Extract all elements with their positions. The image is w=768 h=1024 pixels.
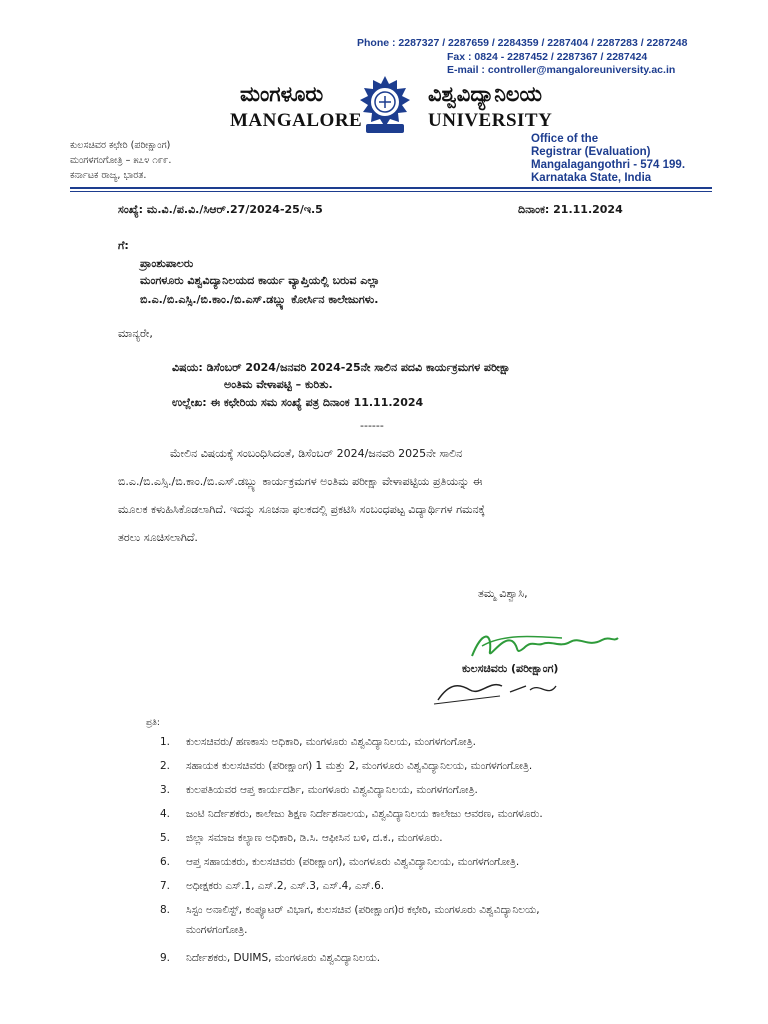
phone-line: Phone : 2287327 / 2287659 / 2284359 / 2287404 / 2287283 / 2287248 <box>357 37 688 49</box>
copy-item-number: 3. <box>160 784 171 796</box>
address-kannada-line: ಮಂಗಳಗಂಗೋತ್ರಿ – ೫೭೪ ೧೯೯. <box>70 155 172 166</box>
copy-item-text: ಜಿಲ್ಲಾ ಸಮಾಜ ಕಲ್ಯಾಣ ಅಧಿಕಾರಿ, ಡಿ.ಸಿ. ಆಫೀಸಿನ ಬಳಿ, ದ.ಕ., ಮಂಗಳೂರು. <box>186 832 443 844</box>
copy-item-number: 6. <box>160 856 171 868</box>
copy-item-text: ನಿರ್ದೇಶಕರು, DUIMS, ಮಂಗಳೂರು ವಿಶ್ವವಿದ್ಯಾನಿಲಯ. <box>186 952 381 964</box>
copy-item-text-continued: ಮಂಗಳಗಂಗೋತ್ರಿ. <box>186 924 248 936</box>
subject-divider: ------ <box>360 419 384 432</box>
copy-item-number: 1. <box>160 736 171 748</box>
address-english-line: Registrar (Evaluation) <box>531 146 651 158</box>
copy-item-text: ಅಧೀಕ್ಷಕರು ಎಸ್.1, ಎಸ್.2, ಎಸ್.3, ಎಸ್.4, ಎಸ್.6. <box>186 880 385 892</box>
body-line: ಮೂಲಕ ಕಳುಹಿಸಿಕೊಡಲಾಗಿದೆ. ಇದನ್ನು ಸೂಚನಾ ಫಲಕದಲ್ಲಿ ಪ್ರಕಟಿಸಿ ಸಂಬಂಧಪಟ್ಟ ವಿದ್ಯಾರ್ಥಿಗಳ ಗಮನಕ್ಕೆ <box>118 503 486 516</box>
university-name-kannada-left: ಮಂಗಳೂರು <box>240 82 324 106</box>
copy-item-text: ಕುಲಪತಿಯವರ ಆಪ್ತ ಕಾರ್ಯದರ್ಶಿ, ಮಂಗಳೂರು ವಿಶ್ವವಿದ್ಯಾನಿಲಯ, ಮಂಗಳಗಂಗೋತ್ರಿ. <box>186 784 478 796</box>
email-line[interactable]: E-mail : controller@mangaloreuniversity.ac.in <box>447 64 676 76</box>
university-name-english-left: MANGALORE <box>230 110 363 131</box>
body-line: ಬಿ.ಎ./ಬಿ.ಎಸ್ಸಿ./ಬಿ.ಕಾಂ./ಬಿ.ಎಸ್.ಡಬ್ಲ್ಯು ಕಾರ್ಯಕ್ರಮಗಳ ಅಂತಿಮ ಪರೀಕ್ಷಾ ವೇಳಾಪಟ್ಟಿಯ ಪ್ರತಿಯನ್ನು ಈ <box>118 475 483 488</box>
address-kannada-line: ಕುಲಸಚಿವರ ಕಛೇರಿ (ಪರೀಕ್ಷಾಂಗ) <box>70 140 171 151</box>
copy-item-text: ಸಹಾಯಕ ಕುಲಸಚಿವರು (ಪರೀಕ್ಷಾಂಗ) 1 ಮತ್ತು 2, ಮಂಗಳೂರು ವಿಶ್ವವಿದ್ಯಾನಿಲಯ, ಮಂಗಳಗಂಗೋತ್ರಿ. <box>186 760 533 772</box>
reference-number: ಸಂಖ್ಯೆ: ಮ.ವಿ./ಪ.ವಿ./ಸಿಆರ್.27/2024-25/ಇ.5 <box>118 203 323 216</box>
fax-line: Fax : 0824 - 2287452 / 2287367 / 2287424 <box>447 51 648 63</box>
copy-item-number: 2. <box>160 760 171 772</box>
letter-date: ದಿನಾಂಕ: 21.11.2024 <box>518 203 623 216</box>
copy-item-text: ಕುಲಸಚಿವರು/ ಹಣಕಾಸು ಅಧಿಕಾರಿ, ಮಂಗಳೂರು ವಿಶ್ವವಿದ್ಯಾನಿಲಯ, ಮಂಗಳಗಂಗೋತ್ರಿ. <box>186 736 476 748</box>
copy-item-number: 8. <box>160 904 171 916</box>
copy-label: ಪ್ರತಿ: <box>146 718 160 728</box>
address-kannada-line: ಕರ್ನಾಟಕ ರಾಜ್ಯ, ಭಾರತ. <box>70 170 147 181</box>
body-line: ಮೇಲಿನ ವಿಷಯಕ್ಕೆ ಸಂಬಂಧಿಸಿದಂತೆ, ಡಿಸೆಂಬರ್ 2024/ಜನವರಿ 2025ನೇ ಸಾಲಿನ <box>170 447 463 460</box>
subject-line: ವಿಷಯ: ಡಿಸೆಂಬರ್ 2024/ಜನವರಿ 2024-25ನೇ ಸಾಲಿನ ಪದವಿ ಕಾರ್ಯಕ್ರಮಗಳ ಪರೀಕ್ಷಾ <box>172 361 511 374</box>
university-name-english-right: UNIVERSITY <box>428 110 553 131</box>
signatory-title: ಕುಲಸಚಿವರು (ಪರೀಕ್ಷಾಂಗ) <box>462 662 559 675</box>
address-english-line: Office of the <box>531 133 599 145</box>
copy-item-number: 4. <box>160 808 171 820</box>
university-name-kannada-right: ವಿಶ್ವವಿದ್ಯಾನಿಲಯ <box>428 82 543 106</box>
recipient-line: ಪ್ರಾಂಶುಪಾಲರು <box>140 257 194 270</box>
to-label: ಗೆ: <box>118 239 129 252</box>
copy-item-text: ಆಪ್ತ ಸಹಾಯಕರು, ಕುಲಸಚಿವರು (ಪರೀಕ್ಷಾಂಗ), ಮಂಗಳೂರು ವಿಶ್ವವಿದ್ಯಾನಿಲಯ, ಮಂಗಳಗಂಗೋತ್ರಿ. <box>186 856 520 868</box>
recipient-line: ಬಿ.ಎ./ಬಿ.ಎಸ್ಸಿ./ಬಿ.ಕಾಂ./ಬಿ.ಎಸ್.ಡಬ್ಲ್ಯು ಕೋರ್ಸಿನ ಕಾಲೇಜುಗಳು. <box>140 293 379 306</box>
copy-item-number: 5. <box>160 832 171 844</box>
subject-reference: ಉಲ್ಲೇಖ: ಈ ಕಛೇರಿಯ ಸಮ ಸಂಖ್ಯೆ ಪತ್ರ ದಿನಾಂಕ 11.11.2024 <box>172 396 424 409</box>
salutation: ಮಾನ್ಯರೇ, <box>118 327 153 340</box>
subject-line-2: ಅಂತಿಮ ವೇಳಾಪಟ್ಟಿ – ಕುರಿತು. <box>224 378 333 391</box>
recipient-line: ಮಂಗಳೂರು ವಿಶ್ವವಿದ್ಯಾನಿಲಯದ ಕಾರ್ಯ ವ್ಯಾಪ್ತಿಯಲ್ಲಿ ಬರುವ ಎಲ್ಲಾ <box>140 274 380 287</box>
body-line: ತರಲು ಸೂಚಿಸಲಾಗಿದೆ. <box>118 531 198 544</box>
copy-item-number: 9. <box>160 952 171 964</box>
closing: ತಮ್ಮ ವಿಶ್ವಾಸಿ, <box>478 587 528 600</box>
copy-item-text: ಜಂಟಿ ನಿರ್ದೇಶಕರು, ಕಾಲೇಜು ಶಿಕ್ಷಣ ನಿರ್ದೇಶನಾಲಯ, ವಿಶ್ವವಿದ್ಯಾನಿಲಯ ಕಾಲೇಜು ಆವರಣ, ಮಂಗಳೂರು. <box>186 808 543 820</box>
copy-item-number: 7. <box>160 880 171 892</box>
address-english-line: Karnataka State, India <box>531 172 652 184</box>
address-english-line: Mangalagangothri - 574 199. <box>531 159 686 171</box>
copy-item-text: ಸಿಸ್ಟಂ ಅನಾಲಿಸ್ಟ್, ಕಂಪ್ಯೂಟರ್ ವಿಭಾಗ, ಕುಲಸಚಿವ (ಪರೀಕ್ಷಾಂಗ)ರ ಕಛೇರಿ, ಮಂಗಳೂರು ವಿಶ್ವವಿದ್ಯಾನಿಲಯ, <box>186 904 540 916</box>
